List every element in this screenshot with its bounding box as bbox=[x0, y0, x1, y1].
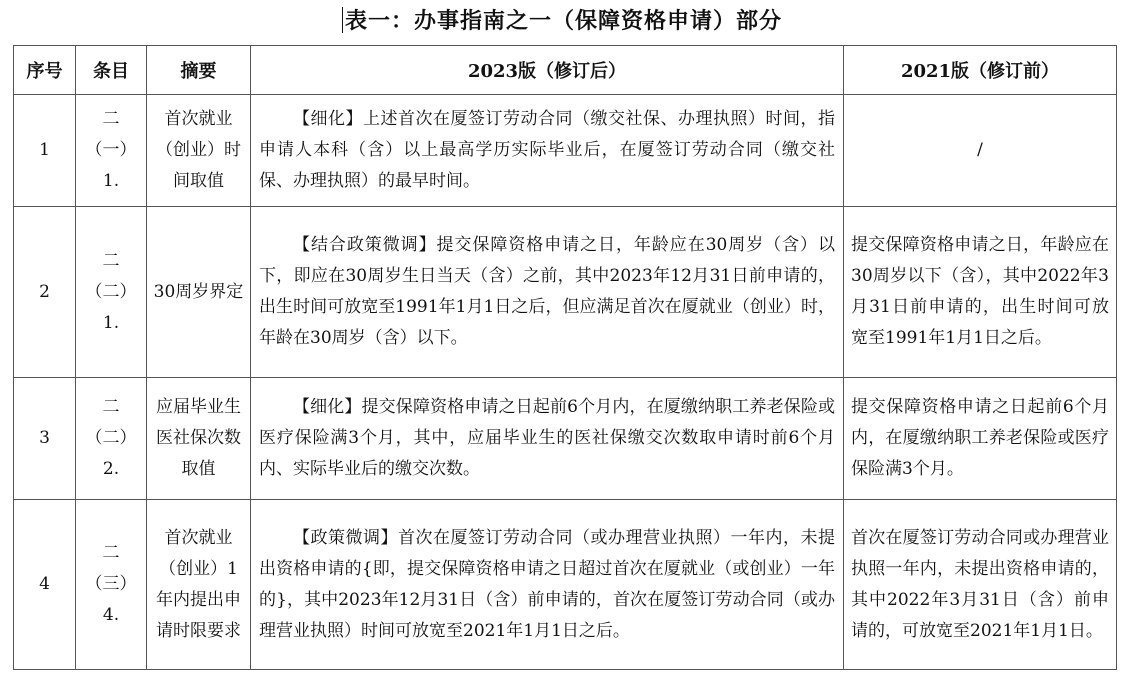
row-summary: 30周岁界定 bbox=[147, 207, 251, 378]
row-old-text: 提交保障资格申请之日起前6个月内，在厦缴纳职工养老保险或医疗保险满3个月。 bbox=[844, 378, 1117, 500]
article-part: （一） bbox=[85, 140, 137, 160]
row-old-text: / bbox=[844, 95, 1117, 207]
text-cursor bbox=[342, 7, 343, 33]
row-new-text: 【细化】上述首次在厦签订劳动合同（缴交社保、办理执照）时间，指申请人本科（含）以上最高学历实际毕业后，在厦签订劳动合同（缴交社保、办理执照）的最早时间。 bbox=[251, 95, 844, 207]
article-part: 2. bbox=[102, 459, 120, 479]
row-article bbox=[76, 500, 147, 670]
article-part: 二 bbox=[102, 250, 120, 271]
row-no: 1 bbox=[14, 95, 76, 207]
article-part: 二 bbox=[102, 397, 120, 417]
header-new-version: 2023版（修订后） bbox=[251, 46, 844, 95]
article-part: 1. bbox=[102, 312, 120, 333]
row-no: 3 bbox=[14, 378, 76, 500]
row-no: 2 bbox=[14, 207, 76, 378]
article-part: 二 bbox=[102, 109, 120, 129]
table-row bbox=[14, 207, 1117, 378]
header-old-version: 2021版（修订前） bbox=[844, 46, 1117, 95]
header-article: 条目 bbox=[76, 46, 147, 95]
row-new-text: 【政策微调】首次在厦签订劳动合同（或办理营业执照）一年内，未提出资格申请的{即，提交保障资格申请之日超过首次在厦就业（或创业）一年的}，其中2023年12月31日（含）前申请的，首次在厦签订劳动合同（或办理营业执照）时间可放宽至2021年1月1日之后。 bbox=[251, 500, 844, 670]
table-row bbox=[14, 95, 1117, 207]
article-part: 1. bbox=[102, 171, 120, 191]
policy-comparison-table bbox=[13, 45, 1117, 670]
row-article bbox=[76, 207, 147, 378]
row-article bbox=[76, 95, 147, 207]
header-no: 序号 bbox=[14, 46, 76, 95]
row-new-text: 【结合政策微调】提交保障资格申请之日，年龄应在30周岁（含）以下，即应在30周岁生日当天（含）之前，其中2023年12月31日前申请的，出生时间可放宽至1991年1月1日之后，但应满足首次在厦就业（创业）时，年龄在30周岁（含）以下。 bbox=[251, 207, 844, 378]
header-summary: 摘要 bbox=[147, 46, 251, 95]
table-title bbox=[0, 4, 1124, 35]
row-article bbox=[76, 378, 147, 500]
article-part: （二） bbox=[85, 428, 137, 448]
table-row bbox=[14, 500, 1117, 670]
article-part: （三） bbox=[85, 574, 137, 594]
table-row bbox=[14, 378, 1117, 500]
article-part: 4. bbox=[102, 605, 120, 625]
row-summary: 应届毕业生医社保次数取值 bbox=[147, 378, 251, 500]
row-summary: 首次就业（创业）时间取值 bbox=[147, 95, 251, 207]
row-summary: 首次就业（创业）1年内提出申请时限要求 bbox=[147, 500, 251, 670]
row-old-text: 提交保障资格申请之日，年龄应在30周岁以下（含），其中2022年3月31日前申请的，出生时间可放宽至1991年1月1日之后。 bbox=[844, 207, 1117, 378]
row-old-text: 首次在厦签订劳动合同或办理营业执照一年内，未提出资格申请的，其中2022年3月31日（含）前申请的，可放宽至2021年1月1日。 bbox=[844, 500, 1117, 670]
row-no: 4 bbox=[14, 500, 76, 670]
article-part: （二） bbox=[85, 281, 137, 302]
article-part: 二 bbox=[102, 543, 120, 563]
table-title-text: 表一：办事指南之一（保障资格申请）部分 bbox=[344, 8, 782, 34]
header-row bbox=[14, 46, 1117, 95]
row-new-text: 【细化】提交保障资格申请之日起前6个月内，在厦缴纳职工养老保险或医疗保险满3个月，其中，应届毕业生的医社保缴交次数取申请时前6个月内、实际毕业后的缴交次数。 bbox=[251, 378, 844, 500]
